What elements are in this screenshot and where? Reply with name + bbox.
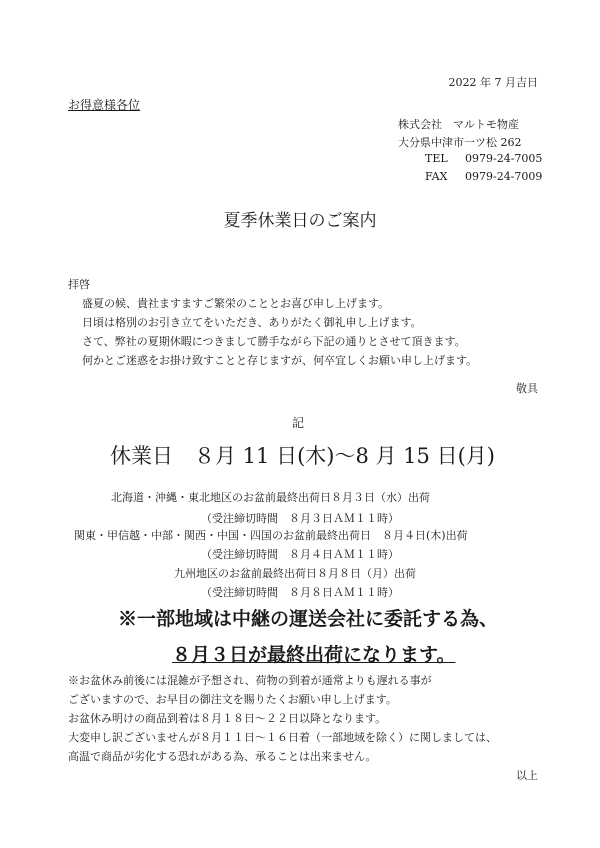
page-title: 夏季休業日のご案内	[223, 211, 377, 231]
tel-number: 0979-24-7005	[465, 152, 543, 165]
body-line-3: さて、弊社の夏期休暇につきまして勝手ながら下記の通りとさせて頂きます。	[82, 335, 466, 348]
sender-address: 大分県中津市一ツ松 262	[398, 136, 522, 149]
body-line-4: 何かとご迷惑をお掛け致すことと存じますが、何卒宜しくお願い申し上げます。	[82, 354, 478, 367]
body-line-2: 日頃は格別のお引き立てをいただき、ありがたく御礼申し上げます。	[82, 316, 422, 329]
schedule-line-1: 北海道・沖縄・東北地区のお盆前最終出荷日８月３日（水）出荷	[111, 491, 430, 504]
schedule-cutoff-3: （受注締切時間 ８月８日ＡＭ１１時）	[201, 586, 399, 599]
sender-company: 株式会社 マルトモ物産	[398, 118, 519, 131]
schedule-line-3: 九州地区のお盆前最終出荷日８月８日（月）出荷	[174, 567, 416, 580]
sender-fax	[425, 170, 542, 183]
notice-line-2: ８月３日が最終出荷になります。	[172, 644, 456, 666]
sender-tel	[425, 152, 542, 165]
note-line-1: ※お盆休み前後には混雑が予想され、荷物の到着が通常よりも遅れる事が	[68, 674, 432, 687]
closing: 敬具	[516, 382, 538, 395]
schedule-cutoff-2: （受注締切時間 ８月４日ＡＭ１１時）	[201, 548, 399, 561]
fax-number: 0979-24-7009	[465, 170, 543, 183]
note-line-5: 高温で商品が劣化する恐れがある為、承ることは出来ません。	[68, 750, 377, 763]
note-line-2: ございますので、お早目の御注文を賜りたくお願い申し上げます。	[68, 693, 397, 706]
fax-label: FAX	[425, 170, 448, 183]
notice-line-1: ※一部地域は中継の運送会社に委託する為、	[118, 608, 499, 630]
opening: 拝啓	[68, 278, 90, 291]
schedule-cutoff-1: （受注締切時間 ８月３日ＡＭ１１時）	[201, 512, 399, 525]
tel-label: TEL	[425, 152, 448, 165]
recipient: お得意様各位	[68, 98, 141, 112]
holiday-dates: 休業日 ８月 11 日(木)～8 月 15 日(月)	[110, 444, 495, 468]
end-mark: 以上	[516, 769, 538, 782]
issue-date: 2022 年 7 月吉日	[448, 76, 538, 89]
note-line-4: 大変申し訳ございませんが８月１１日～１６日着（一部地域を除く）に関しましては、	[68, 731, 497, 744]
body-line-1: 盛夏の候、貴社ますますご繁栄のこととお喜び申し上げます。	[82, 297, 390, 310]
note-line-3: お盆休み明けの商品到着は８月１８日～２２日以降となります。	[68, 712, 387, 725]
ki-heading: 記	[292, 416, 305, 430]
schedule-line-2: 関東・甲信越・中部・関西・中国・四国のお盆前最終出荷日 ８月４日(木)出荷	[74, 529, 468, 542]
